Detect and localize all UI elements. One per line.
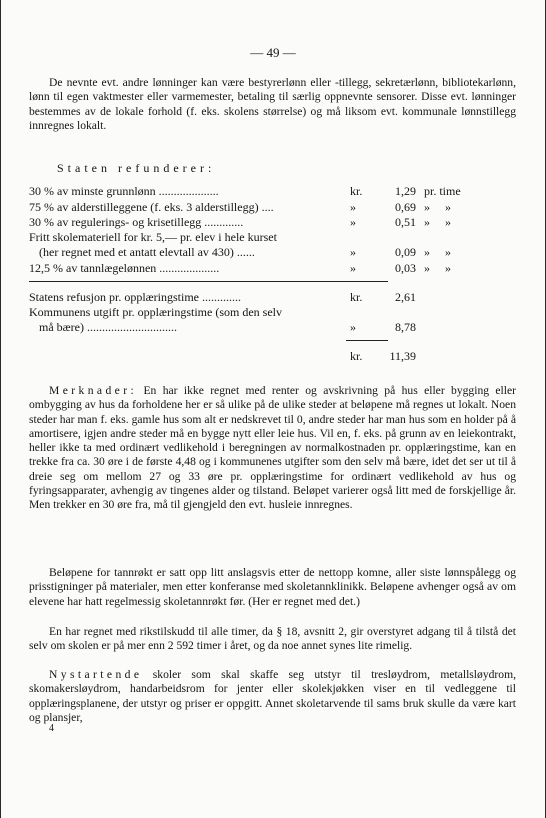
refund-row <box>29 184 516 199</box>
total-row <box>29 320 516 335</box>
refund-value: 0,51 <box>395 215 416 229</box>
refund-value: 0,69 <box>395 200 416 214</box>
nystartende-lead: Nystartende <box>49 668 143 681</box>
grand-total-row <box>29 349 516 364</box>
total-label: Kommunens utgift pr. opplæringstime (som den selv <box>29 305 282 319</box>
intro-text: De nevnte evt. andre lønninger kan være bestyrerlønn eller -tillegg, sekretærlønn, bibliotekarlønn, lønn til egen vaktmester eller varmemester, betaling til særlig oppnevnte sensorer. Disse evt. lønninger bestemmes av de lokale forhold (f. eks. skolens størrelse) og må liksom evt. kommunale lønnstillegg innregnes lokalt. <box>29 76 516 132</box>
scan-left-edge <box>0 0 1 818</box>
nystartende-text: skoler som skal skaffe seg utstyr til tresløydrom, metallsløydrom, skomakersløydrom, handarbeidsrom for jenter eller skolekjøkken viser en til vedleggene til opplæringsplanene, der utstyr og priser er oppgitt. Annet skoletarvende til sams bruk skulle da være kart og plansjer, <box>29 668 516 724</box>
total-currency: » <box>350 320 356 334</box>
divider-rule <box>29 281 388 282</box>
footer-signature: 4 <box>49 723 54 734</box>
sum-rule <box>346 340 388 341</box>
merknader-lead: Merknader: <box>49 384 138 397</box>
refund-unit: » » <box>424 215 457 229</box>
merknader-paragraph <box>29 384 516 513</box>
refund-label: 30 % av minste grunnlønn .................... <box>29 184 219 198</box>
total-value: 2,61 <box>395 290 416 304</box>
refund-label: 75 % av alderstilleggene (f. eks. 3 alderstillegg) .... <box>29 200 274 214</box>
refund-row <box>29 230 516 245</box>
rikstilskudd-paragraph <box>29 625 516 654</box>
tannrokt-text: Beløpene for tannrøkt er satt opp litt anslagsvis etter de nettopp komne, aller siste lønnspålegg og prisstigninger på materialer, men etter konferanse med skoletannklinikk. Beløpene avhenger også av om elevene har hatt regelmessig skoletannrøkt før. (Her er regnet med det.) <box>29 566 516 608</box>
refund-label: (her regnet med et antatt elevtall av 430) ...... <box>39 245 255 259</box>
total-currency: kr. <box>350 290 363 304</box>
total-label: Statens refusjon pr. opplæringstime ............. <box>29 290 241 304</box>
total-label: må bære) .............................. <box>39 320 177 334</box>
refund-row <box>29 245 516 260</box>
total-row <box>29 305 516 320</box>
total-value: 8,78 <box>395 320 416 334</box>
rikstilskudd-text: En har regnet med rikstilskudd til alle timer, da § 18, avsnitt 2, gir overstyret adgang til å tilstå det selv om skolen er på mer enn 2 592 timer i året, og da noe annet synes lite rimelig. <box>29 625 516 653</box>
refund-currency: » <box>350 245 356 259</box>
refund-currency: kr. <box>350 184 363 198</box>
refund-label: Fritt skolemateriell for kr. 5,— pr. elev i hele kurset <box>29 230 277 244</box>
refund-value: 0,03 <box>395 261 416 275</box>
grand-total-currency: kr. <box>350 349 363 363</box>
refund-value: 1,29 <box>395 184 416 198</box>
grand-total-value: 11,39 <box>389 349 416 363</box>
page-number: — 49 — <box>250 45 296 60</box>
refund-row <box>29 200 516 215</box>
refund-row <box>29 215 516 230</box>
refund-row <box>29 261 516 276</box>
tannrokt-paragraph <box>29 566 516 609</box>
refund-heading: Staten refunderer: <box>57 161 216 175</box>
refund-label: 12,5 % av tannlægelønnen .................... <box>29 261 220 275</box>
refund-unit: pr. time <box>424 184 461 198</box>
refund-value: 0,09 <box>395 245 416 259</box>
intro-paragraph <box>29 76 516 133</box>
refund-unit: » » <box>424 245 457 259</box>
total-row <box>29 290 516 305</box>
refund-currency: » <box>350 261 356 275</box>
refund-label: 30 % av regulerings- og krisetillegg ............. <box>29 215 244 229</box>
merknader-text: En har ikke regnet med renter og avskrivning på hus eller bygging eller ombygging av hus da forholdene her er så ulike på de ulike steder at beløpene må regnes ut lokalt. Noen steder har man f. eks. gamle hus som alt er nedskrevet til 0, andre steder har man hus som en holder på å amortisere, igjen andre steder må en bygge nytt eller leie hus. Vil en, f. eks. på grunn av en leiekontrakt, heller ikke ta med ordinært vedlikehold i beregningen av normalkostnaden pr. opplæringstime, kan en trekke fra ca. 30 øre i de første 4,48 og i kommunenes utgifter som den selv må bære, idet det ser ut til å dreie seg om mellom 27 og 33 øre pr. opplæringstime for ordinært vedlikehold av hus og fyringsapparater, avhengig av tingenes alder og tilstand. Beløpet varierer også litt med de forskjellige år. Men trekker en 30 øre fra, må til gjengjeld den evt. husleie innregnes. <box>29 384 516 512</box>
refund-unit: » » <box>424 200 457 214</box>
refund-currency: » <box>350 215 356 229</box>
nystartende-paragraph <box>29 668 516 725</box>
refund-currency: » <box>350 200 356 214</box>
refund-unit: » » <box>424 261 457 275</box>
